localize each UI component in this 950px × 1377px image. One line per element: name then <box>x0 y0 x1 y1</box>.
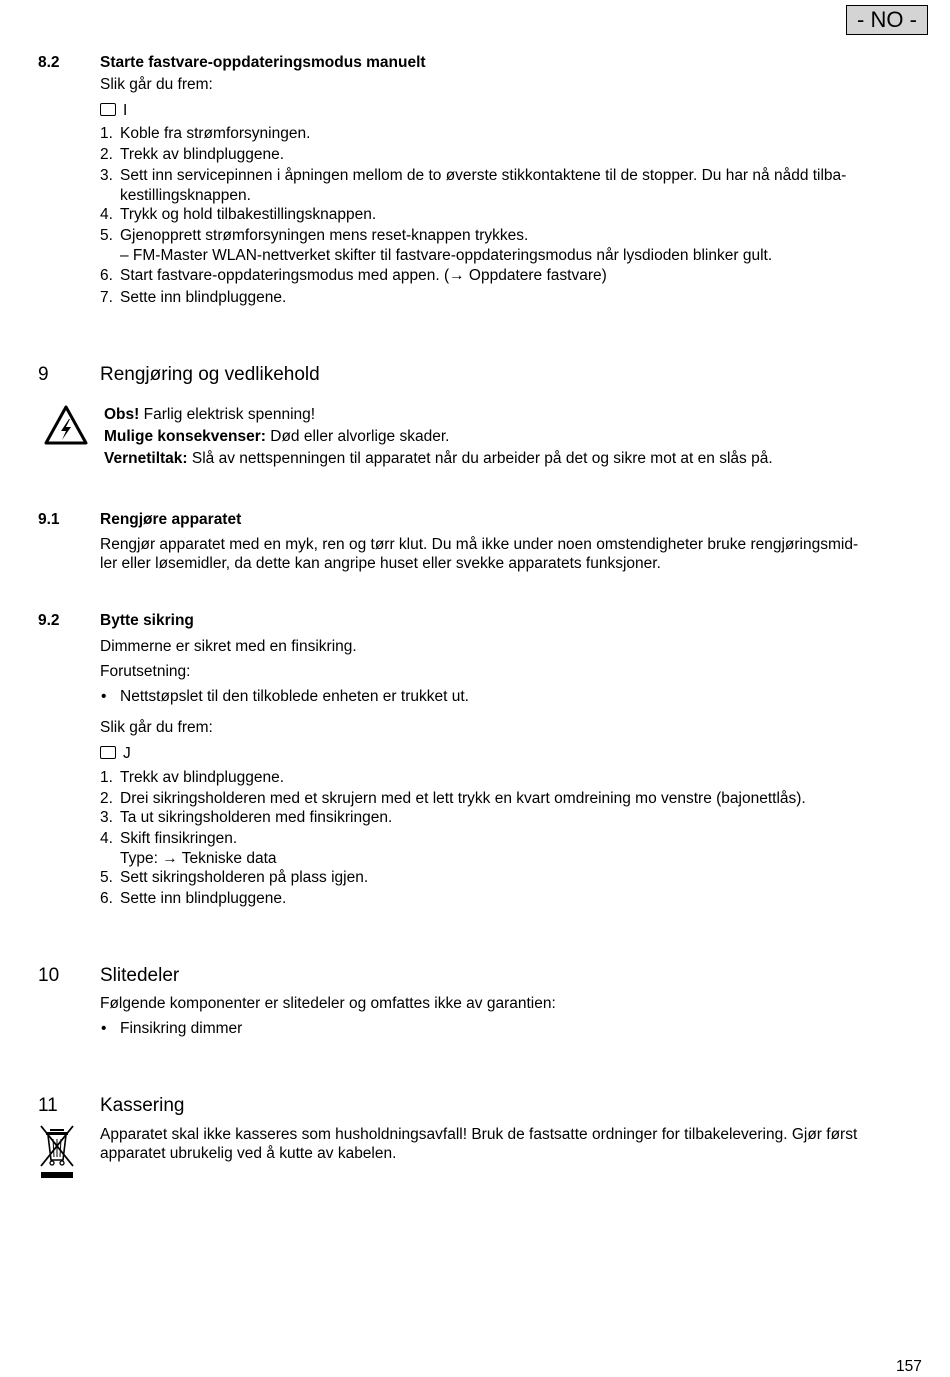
step-text: Trykk og hold tilbakestillingsknappen. <box>120 206 377 223</box>
step-number: 5. <box>100 227 113 244</box>
bullet-icon: • <box>101 1020 107 1037</box>
figure-icon <box>100 746 116 759</box>
section-number: 9.1 <box>38 511 60 528</box>
step-number: 6. <box>100 890 113 907</box>
warning-consequences: Mulige konsekvenser: Død eller alvorlige skader. <box>104 428 450 445</box>
step-text: Sett inn servicepinnen i åpningen mellom de to øverste stikkontaktene til de stopper. Du har nå nådd tilba- <box>120 167 847 184</box>
step-number: 4. <box>100 830 113 847</box>
bullet-text: Nettstøpslet til den tilkoblede enheten er trukket ut. <box>120 688 469 705</box>
step-number: 3. <box>100 167 113 184</box>
bullet-text: Finsikring dimmer <box>120 1020 243 1037</box>
step-text: Sett sikringsholderen på plass igjen. <box>120 869 369 886</box>
step-result: – FM-Master WLAN-nettverket skifter til fastvare-oppdateringsmodus når lysdioden blinker gult. <box>120 247 773 264</box>
step-number: 6. <box>100 267 113 284</box>
step-text: Ta ut sikringsholderen med finsikringen. <box>120 809 393 826</box>
chapter-title: Kassering <box>100 1095 185 1116</box>
page-number: 157 <box>896 1358 922 1375</box>
warning-measures: Vernetiltak: Slå av nettspenningen til apparatet når du arbeider på det og sikre mot at en slås på. <box>104 450 773 467</box>
step-text: Skift finsikringen. <box>120 830 238 847</box>
step-number: 1. <box>100 769 113 786</box>
step-number: 4. <box>100 206 113 223</box>
step-number: 2. <box>100 146 113 163</box>
step-number: 5. <box>100 869 113 886</box>
chapter-number: 10 <box>38 965 60 986</box>
step-text: Sette inn blindpluggene. <box>120 289 287 306</box>
section-title: Rengjøre apparatet <box>100 511 242 528</box>
step-number: 3. <box>100 809 113 826</box>
chapter-number: 11 <box>38 1095 58 1116</box>
intro-text: Slik går du frem: <box>100 76 213 93</box>
step-number: 1. <box>100 125 113 142</box>
electrical-hazard-icon <box>43 404 89 446</box>
step-text: Drei sikringsholderen med et skrujern med et lett trykk en kvart omdreining mo venstre (bajonettlås). <box>120 790 806 807</box>
figure-label: J <box>123 745 131 762</box>
paragraph-line: Apparatet skal ikke kasseres som husholdningsavfall! Bruk de fastsatte ordninger for tilbakelevering. Gjør først <box>100 1126 858 1143</box>
step-text: Koble fra strømforsyningen. <box>120 125 311 142</box>
section-title: Bytte sikring <box>100 612 194 629</box>
weee-bin-icon <box>38 1124 76 1180</box>
bullet-icon: • <box>101 688 107 705</box>
section-number: 9.2 <box>38 612 60 629</box>
chapter-number: 9 <box>38 364 49 385</box>
warning-signal: Obs! Farlig elektrisk spenning! <box>104 406 316 423</box>
step-number: 2. <box>100 790 113 807</box>
prerequisite-label: Forutsetning: <box>100 663 191 680</box>
step-text-continued: kestillingsknappen. <box>120 187 251 204</box>
paragraph-line: Rengjør apparatet med en myk, ren og tørr klut. Du må ikke under noen omstendigheter bruke rengjøringsmid- <box>100 536 859 553</box>
step-text: Sette inn blindpluggene. <box>120 890 287 907</box>
intro-text: Slik går du frem: <box>100 719 213 736</box>
paragraph: Følgende komponenter er slitedeler og omfattes ikke av garantien: <box>100 995 556 1012</box>
step-number: 7. <box>100 289 113 306</box>
section-number: 8.2 <box>38 54 60 71</box>
figure-icon <box>100 103 116 116</box>
step-text: Start fastvare-oppdateringsmodus med appen. (→ Oppdatere fastvare) <box>120 267 607 284</box>
figure-ref <box>100 744 131 764</box>
chapter-title: Slitedeler <box>100 965 180 986</box>
paragraph-line: apparatet ubrukelig ved å kutte av kabelen. <box>100 1145 397 1162</box>
step-text: Gjenopprett strømforsyningen mens reset-knappen trykkes. <box>120 227 529 244</box>
language-badge: - NO - <box>846 5 928 35</box>
step-text: Trekk av blindpluggene. <box>120 769 284 786</box>
figure-label: I <box>123 102 128 119</box>
step-text: Trekk av blindpluggene. <box>120 146 284 163</box>
paragraph-line: ler eller løsemidler, da dette kan angripe huset eller svekke apparatets funksjoner. <box>100 555 661 572</box>
paragraph: Dimmerne er sikret med en finsikring. <box>100 638 357 655</box>
step-detail: Type: → Tekniske data <box>120 850 277 867</box>
section-title: Starte fastvare-oppdateringsmodus manuelt <box>100 54 426 71</box>
figure-ref <box>100 101 127 121</box>
chapter-title: Rengjøring og vedlikehold <box>100 364 320 385</box>
